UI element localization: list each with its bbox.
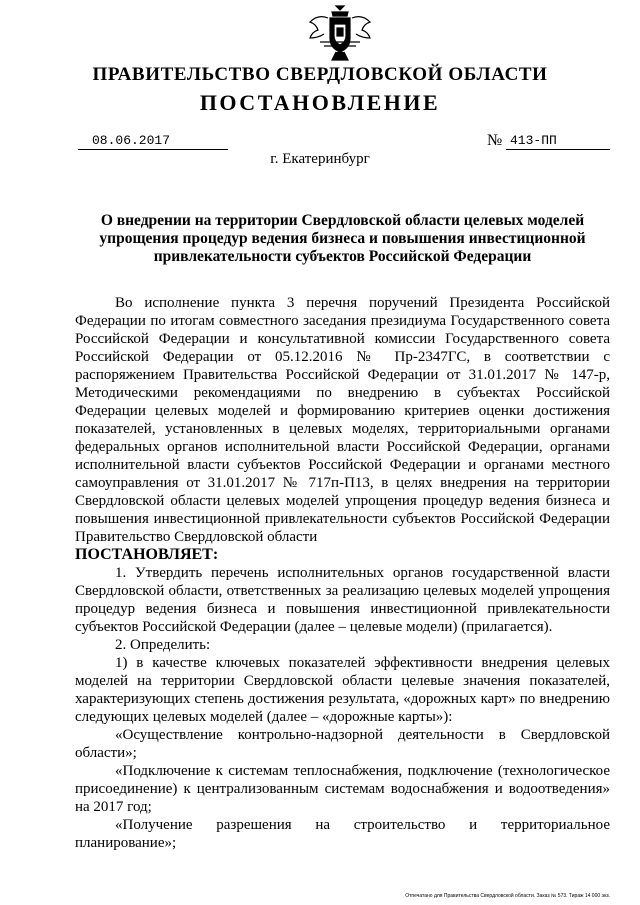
document-number: 413-ПП [506, 132, 610, 150]
document-body [75, 294, 610, 852]
document-type: ПОСТАНОВЛЕНИЕ [199, 90, 441, 115]
city: г. Екатеринбург [270, 151, 370, 167]
preamble-paragraph: Во исполнение пункта 3 перечня поручений Президента Российской Федерации по итогам совместного заседания президиума Государственного совета Российской Федерации и консультативной комиссии Государственного совета Российской Федерации от 05.12.2016 № Пр-2347ГС, в соответствии с распоряжением Правительства Российской Федерации от 31.01.2017 № 147-р, Методическими рекомендациями по внедрению в субъектах Российской Федерации целевых моделей и формированию критериев оценки достижения показателей, установленных в целевых моделях, территориальными органами федеральных органов исполнительной власти Российской Федерации, органами исполнительной власти субъектов Российской Федерации и органами местного самоуправления от 31.01.2017 № 717п-П13, в целях внедрения на территории Свердловской области целевых моделей упрощения процедур ведения бизнеса и повышения инвестиционной привлекательности субъектов Российской Федерации Правительство Свердловской области [75, 295, 610, 545]
item-2-1-paragraph: 1) в качестве ключевых показателей эффективности внедрения целевых моделей на территории Свердловской области целевые значения показателей, характеризующих степень достижения результата, «дорожных карт» по внедрению следующих целевых моделей (далее – «дорожные карты»): [75, 655, 610, 725]
item-1-paragraph: 1. Утвердить перечень исполнительных органов государственной власти Свердловской области, ответственных за реализацию целевых моделей упрощения процедур ведения бизнеса и повышения инвестиционной привлекательности субъектов Российской Федерации (далее – целевые модели) (прилагается). [75, 565, 610, 635]
coat-of-arms-emblem [300, 4, 380, 62]
roadmap-quote-3: «Получение разрешения на строительство и территориальное планирование»; [75, 817, 610, 851]
government-name: ПРАВИТЕЛЬСТВО СВЕРДЛОВСКОЙ ОБЛАСТИ [92, 64, 548, 85]
number-label: № [487, 132, 503, 149]
roadmap-quote-2: «Подключение к системам теплоснабжения, подключение (технологическое присоединение) к централизованным системам водоснабжения и водоотведения» на 2017 год; [75, 763, 610, 815]
print-footer: Отпечатано для Правительства Свердловской области. Заказ № 573. Тираж 14 000 экз. [405, 893, 610, 899]
roadmap-quote-1: «Осуществление контрольно-надзорной деятельности в Свердловской области»; [75, 727, 610, 761]
document-date: 08.06.2017 [78, 132, 228, 150]
item-2-paragraph: 2. Определить: [115, 637, 211, 653]
document-title: О внедрении на территории Свердловской области целевых моделей упрощения процедур ведения бизнеса и повышения инвестиционной привлекательности субъектов Российской Федерации [99, 212, 586, 265]
resolves-heading: ПОСТАНОВЛЯЕТ: [75, 546, 219, 563]
